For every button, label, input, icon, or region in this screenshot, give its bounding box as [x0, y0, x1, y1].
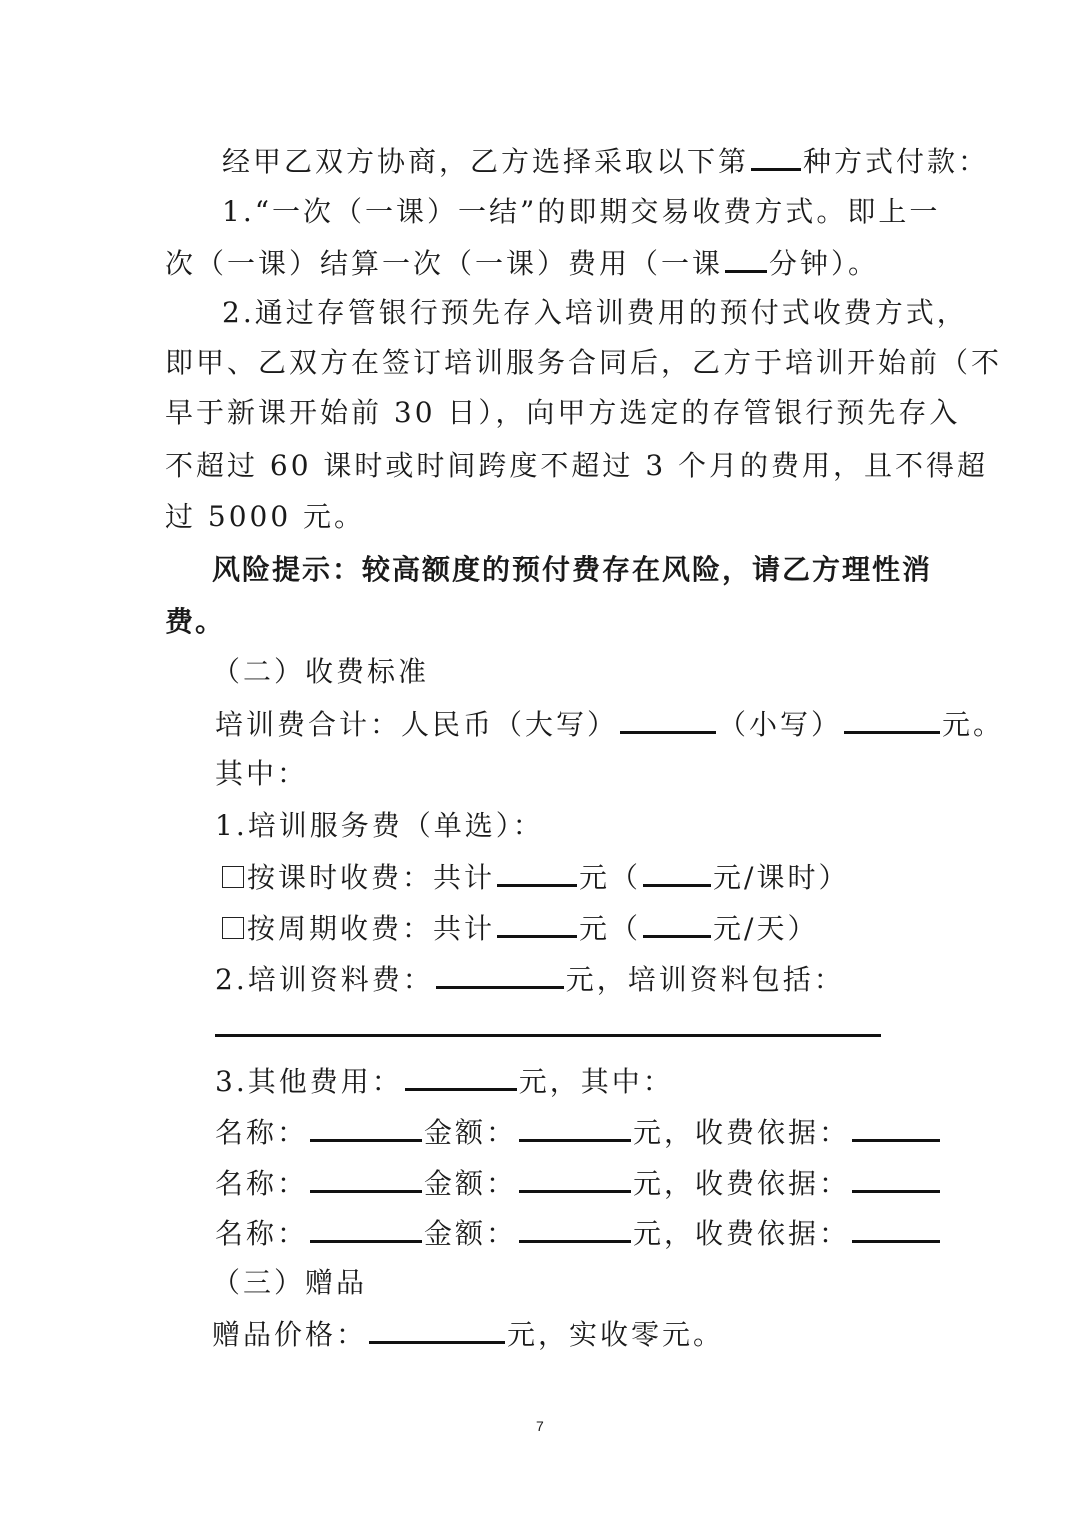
- basis-blank[interactable]: [852, 1162, 940, 1193]
- name-blank[interactable]: [310, 1111, 422, 1142]
- option-1-text-2: 分钟）。: [769, 247, 880, 280]
- by-period-total-blank[interactable]: [497, 907, 577, 938]
- name-blank[interactable]: [310, 1162, 422, 1193]
- fees-heading: （二）收费标准: [212, 655, 430, 688]
- amount-blank[interactable]: [519, 1111, 631, 1142]
- other-fees-blank[interactable]: [405, 1060, 517, 1091]
- option-2-line-3: 早于新课开始前 30 日），向甲方选定的存管银行预先存入: [165, 396, 961, 429]
- materials-fee-label: 2.培训资料费：: [215, 963, 434, 996]
- amount-blank[interactable]: [519, 1162, 631, 1193]
- option-2-line-1: 2.通过存管银行预先存入培训费用的预付式收费方式，: [222, 296, 968, 329]
- total-uppercase-blank[interactable]: [620, 703, 716, 734]
- by-hour-rate-unit: 元/课时）: [713, 861, 850, 894]
- option-2-line-4: 不超过 60 课时或时间跨度不超过 3 个月的费用，且不得超: [165, 449, 989, 482]
- materials-description-line[interactable]: [215, 1034, 881, 1037]
- other-fee-row: [215, 1111, 942, 1153]
- basis-label: 收费依据：: [695, 1167, 851, 1200]
- other-fee-row: [215, 1162, 942, 1204]
- total-fee-label: 培训费合计：人民币（大写）: [215, 708, 619, 741]
- total-lowercase-label: （小写）: [718, 708, 843, 741]
- payment-intro-text-2: 种方式付款：: [803, 145, 990, 178]
- materials-fee-line: [215, 958, 845, 1000]
- option-1-line-2: [165, 242, 879, 284]
- by-period-checkbox[interactable]: [222, 917, 244, 939]
- amount-label: 金额：: [424, 1217, 518, 1250]
- option-2-line-5: 过 5000 元。: [165, 500, 366, 533]
- gift-price-line: [212, 1313, 724, 1355]
- option-1-text: 次（一课）结算一次（一课）费用（一课: [165, 247, 724, 280]
- by-hour-rate-blank[interactable]: [643, 856, 711, 887]
- basis-blank[interactable]: [852, 1111, 940, 1142]
- by-hour-checkbox[interactable]: [222, 866, 244, 888]
- option-2-line-2: 即甲、乙双方在签订培训服务合同后，乙方于培训开始前（不: [165, 346, 1003, 379]
- page-number: 7: [536, 1418, 544, 1434]
- basis-label: 收费依据：: [695, 1217, 851, 1250]
- gift-price-blank[interactable]: [369, 1313, 505, 1344]
- amount-label: 金额：: [424, 1167, 518, 1200]
- by-hour-total-blank[interactable]: [497, 856, 577, 887]
- total-lowercase-blank[interactable]: [844, 703, 940, 734]
- by-period-rate-unit: 元/天）: [713, 912, 819, 945]
- by-hour-unit: 元（: [579, 861, 642, 894]
- materials-fee-blank[interactable]: [436, 958, 564, 989]
- payment-option-blank[interactable]: [751, 140, 801, 171]
- service-fee-heading: 1.培训服务费（单选）：: [215, 809, 544, 842]
- basis-label: 收费依据：: [695, 1116, 851, 1149]
- other-fees-line: [215, 1060, 674, 1102]
- among-label: 其中：: [215, 757, 309, 790]
- name-label: 名称：: [215, 1116, 309, 1149]
- by-hour-option: [222, 856, 849, 898]
- name-label: 名称：: [215, 1217, 309, 1250]
- by-period-rate-blank[interactable]: [643, 907, 711, 938]
- by-period-option: [222, 907, 818, 949]
- payment-intro: [222, 140, 989, 182]
- gift-price-unit: 元，实收零元。: [507, 1318, 725, 1351]
- total-fee-line: [215, 703, 1004, 745]
- risk-warning-line-2: 费。: [165, 605, 226, 638]
- amount-unit: 元，: [633, 1116, 696, 1149]
- other-fee-row: [215, 1212, 942, 1254]
- by-period-label: 按周期收费：共计: [247, 912, 496, 945]
- amount-unit: 元，: [633, 1217, 696, 1250]
- total-unit: 元。: [942, 708, 1005, 741]
- other-fees-label: 3.其他费用：: [215, 1065, 403, 1098]
- option-1-line-1: 1.“一次（一课）一结”的即期交易收费方式。即上一: [222, 195, 941, 228]
- gift-price-label: 赠品价格：: [212, 1318, 368, 1351]
- amount-unit: 元，: [633, 1167, 696, 1200]
- by-period-unit: 元（: [579, 912, 642, 945]
- amount-blank[interactable]: [519, 1212, 631, 1243]
- payment-intro-text: 经甲乙双方协商，乙方选择采取以下第: [222, 145, 750, 178]
- materials-include-label: 元，培训资料包括：: [565, 963, 845, 996]
- amount-label: 金额：: [424, 1116, 518, 1149]
- risk-warning-line-1: 风险提示：较高额度的预付费存在风险，请乙方理性消: [212, 553, 933, 586]
- by-hour-label: 按课时收费：共计: [247, 861, 496, 894]
- basis-blank[interactable]: [852, 1212, 940, 1243]
- minutes-blank[interactable]: [725, 242, 767, 273]
- other-fees-among: 元，其中：: [518, 1065, 674, 1098]
- name-blank[interactable]: [310, 1212, 422, 1243]
- name-label: 名称：: [215, 1167, 309, 1200]
- gift-heading: （三）赠品: [212, 1266, 368, 1299]
